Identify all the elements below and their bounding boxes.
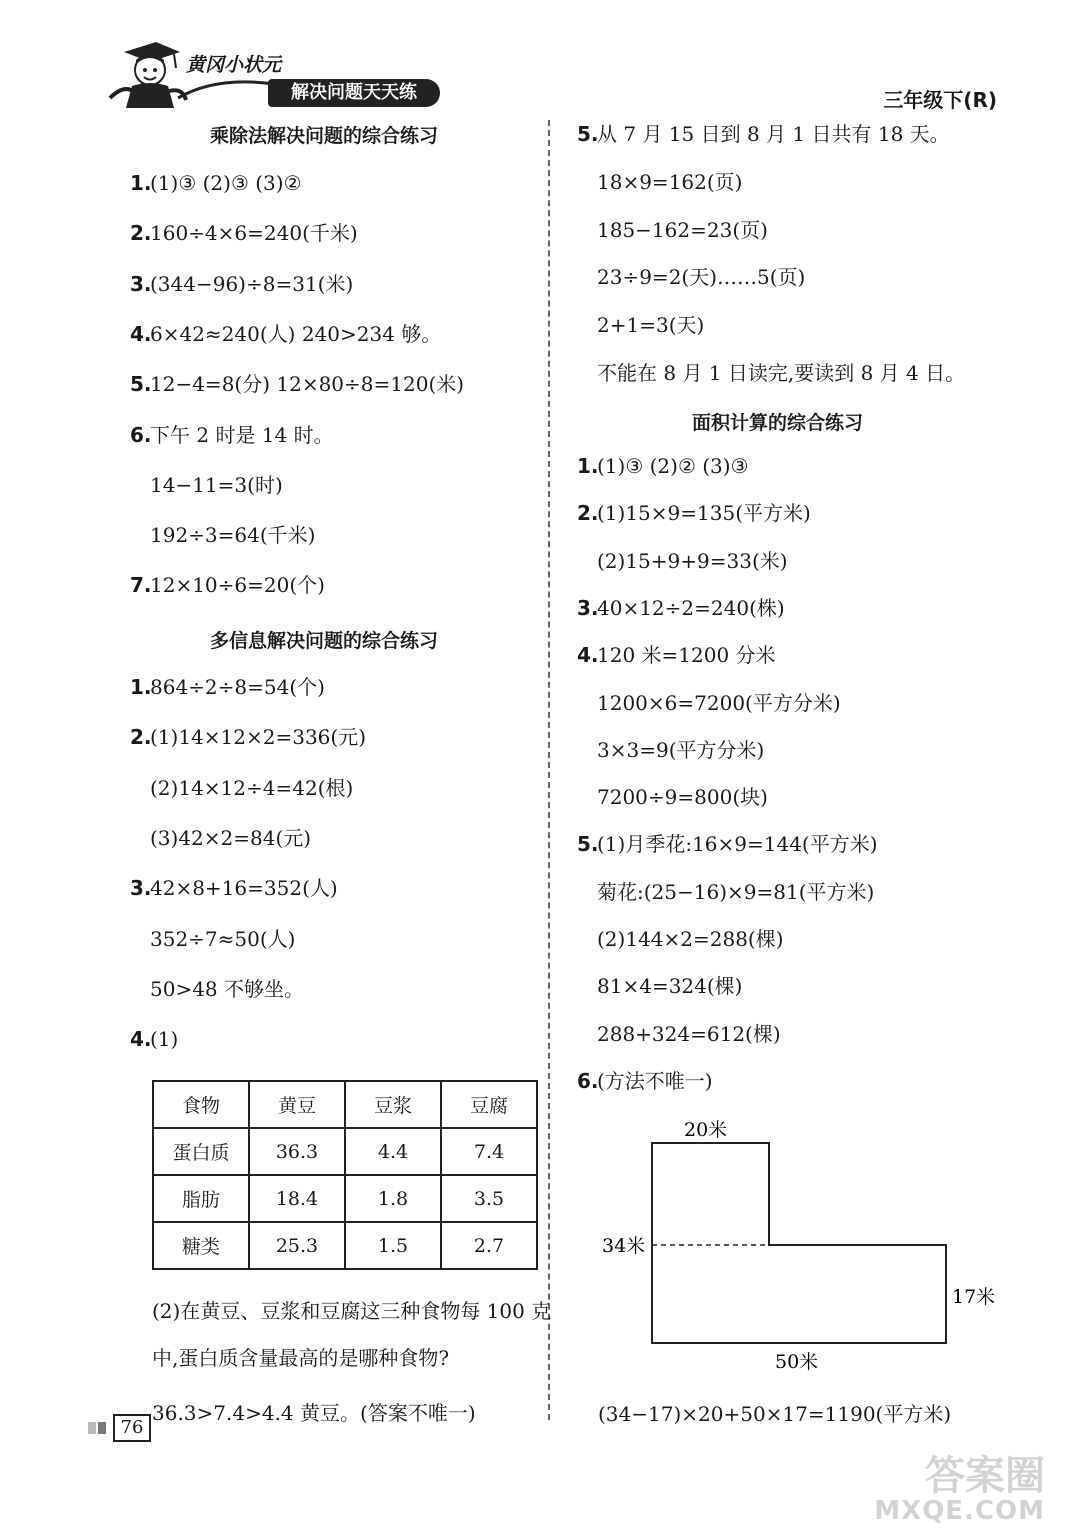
answer-line: (344−96)÷8=31(米) xyxy=(150,271,354,296)
table-cell: 36.3 xyxy=(249,1128,345,1175)
answer-line: 菊花:(25−16)×9=81(平方米) xyxy=(597,879,875,904)
table-cell: 4.4 xyxy=(345,1128,441,1175)
answer-line: (方法不唯一) xyxy=(597,1068,713,1093)
question-number: 2. xyxy=(130,725,152,750)
final-equation: (34−17)×20+50×17=1190(平方米) xyxy=(598,1402,952,1426)
answer-line: (1)15×9=135(平方米) xyxy=(597,501,811,526)
page-number: 76 xyxy=(113,1414,151,1442)
answer-line: (1)③ (2)② (3)③ xyxy=(597,454,749,478)
answer-line: (1)③ (2)③ (3)② xyxy=(150,171,302,195)
answer-line: 18×9=162(页) xyxy=(597,169,743,194)
page-decoration xyxy=(98,1422,106,1434)
answer-line: (2)144×2=288(棵) xyxy=(597,927,784,951)
watermark-logo-text: 答案圈 xyxy=(925,1453,1045,1499)
table-row xyxy=(153,1175,537,1222)
diagram-label-top: 20米 xyxy=(684,1119,728,1141)
table-row xyxy=(153,1128,537,1175)
watermark-url: MXQE.COM xyxy=(874,1496,1045,1526)
answer-line: 3×3=9(平方分米) xyxy=(597,737,765,762)
answer-line: (1) xyxy=(150,1027,179,1052)
answer-line: (1)14×12×2=336(元) xyxy=(150,725,367,750)
answer-line: (3)42×2=84(元) xyxy=(150,825,312,850)
question-number: 5. xyxy=(130,372,152,397)
brand-title: 黄冈小状元 xyxy=(186,54,282,76)
question-number: 4. xyxy=(130,1027,152,1052)
answer-line: 160÷4×6=240(千米) xyxy=(150,221,358,246)
question-number: 5. xyxy=(577,832,599,857)
answer-line: 81×4=324(棵) xyxy=(597,974,743,999)
l-shape-diagram xyxy=(600,1112,1010,1382)
answer-line: 40×12÷2=240(株) xyxy=(597,595,785,620)
table-cell: 25.3 xyxy=(249,1222,345,1269)
answer-line: 23÷9=2(天)……5(页) xyxy=(597,265,806,290)
question-number: 6. xyxy=(577,1068,599,1093)
table-cell: 1.8 xyxy=(345,1175,441,1222)
answer-line: 864÷2÷8=54(个) xyxy=(150,675,325,699)
nutrition-table xyxy=(152,1080,538,1270)
section-title-multi-info: 多信息解决问题的综合练习 xyxy=(210,630,439,652)
table-cell: 1.5 xyxy=(345,1222,441,1269)
table-cell: 18.4 xyxy=(249,1175,345,1222)
answer-line: 192÷3=64(千米) xyxy=(150,523,316,548)
brand-swoosh xyxy=(176,72,276,102)
answer-line: 12−4=8(分) 12×80÷8=120(米) xyxy=(150,372,465,397)
answer-line: (1)月季花:16×9=144(平方米) xyxy=(597,832,878,857)
watermark xyxy=(874,1455,1045,1525)
question-number: 6. xyxy=(130,422,152,447)
table-row-header: 糖类 xyxy=(153,1222,249,1269)
answer-line: 7200÷9=800(块) xyxy=(597,785,768,810)
question-number: 3. xyxy=(577,595,599,620)
table-row-header: 蛋白质 xyxy=(153,1128,249,1175)
answer-line: 288+324=612(棵) xyxy=(597,1021,781,1046)
answer-line: (2)15+9+9=33(米) xyxy=(597,548,788,573)
answer-line: 1200×6=7200(平方分米) xyxy=(597,690,841,715)
table-row-header: 脂肪 xyxy=(153,1175,249,1222)
answer-line: (2)14×12÷4=42(根) xyxy=(150,775,354,800)
table-header-cell: 黄豆 xyxy=(249,1081,345,1128)
answer-line: 42×8+16=352(人) xyxy=(150,876,338,901)
answer-line: 6×42≈240(人) 240>234 够。 xyxy=(150,321,442,346)
question-number: 2. xyxy=(130,221,152,246)
table-header-cell: 食物 xyxy=(153,1081,249,1128)
question-number: 3. xyxy=(130,271,152,296)
question-number: 5. xyxy=(577,122,599,146)
diagram-label-bottom: 50米 xyxy=(775,1351,819,1373)
column-divider xyxy=(548,120,550,1420)
question-number: 1. xyxy=(577,454,599,478)
question-number: 4. xyxy=(130,321,152,346)
grade-label: 三年级下(R) xyxy=(883,88,997,112)
table-header-cell: 豆腐 xyxy=(441,1081,537,1128)
table-cell: 7.4 xyxy=(441,1128,537,1175)
table-row xyxy=(153,1222,537,1269)
answer-line: 2+1=3(天) xyxy=(597,313,705,338)
section-title-multiply-divide: 乘除法解决问题的综合练习 xyxy=(210,125,439,147)
answer-line: 下午 2 时是 14 时。 xyxy=(150,422,334,447)
question-number: 1. xyxy=(130,675,152,699)
diagram-label-left: 34米 xyxy=(602,1235,646,1257)
page-decoration xyxy=(88,1422,96,1434)
answer-text: 36.3>7.4>4.4 黄豆。(答案不唯一) xyxy=(152,1401,476,1425)
question-number: 3. xyxy=(130,876,152,901)
answer-line: 185−162=23(页) xyxy=(597,217,768,242)
answer-line: 352÷7≈50(人) xyxy=(150,926,296,951)
answer-text: (2)在黄豆、豆浆和豆腐这三种食物每 100 克 xyxy=(152,1299,552,1323)
brand-subtitle-bar: 解决问题天天练 xyxy=(268,79,440,107)
question-number: 4. xyxy=(577,643,599,668)
answer-text: 中,蛋白质含量最高的是哪种食物? xyxy=(152,1346,450,1370)
table-header-cell: 豆浆 xyxy=(345,1081,441,1128)
question-number: 1. xyxy=(130,171,152,195)
table-header-row xyxy=(153,1081,537,1128)
table-cell: 3.5 xyxy=(441,1175,537,1222)
answer-line: 14−11=3(时) xyxy=(150,472,283,497)
table-cell: 2.7 xyxy=(441,1222,537,1269)
answer-line: 从 7 月 15 日到 8 月 1 日共有 18 天。 xyxy=(597,122,950,146)
answer-line: 不能在 8 月 1 日读完,要读到 8 月 4 日。 xyxy=(597,361,966,385)
answer-line: 120 米=1200 分米 xyxy=(597,643,776,668)
answer-line: 50>48 不够坐。 xyxy=(150,976,305,1001)
answer-line: 12×10÷6=20(个) xyxy=(150,573,325,598)
question-number: 2. xyxy=(577,501,599,526)
question-number: 7. xyxy=(130,573,152,598)
diagram-label-right: 17米 xyxy=(952,1286,996,1308)
section-title-area: 面积计算的综合练习 xyxy=(692,412,864,434)
